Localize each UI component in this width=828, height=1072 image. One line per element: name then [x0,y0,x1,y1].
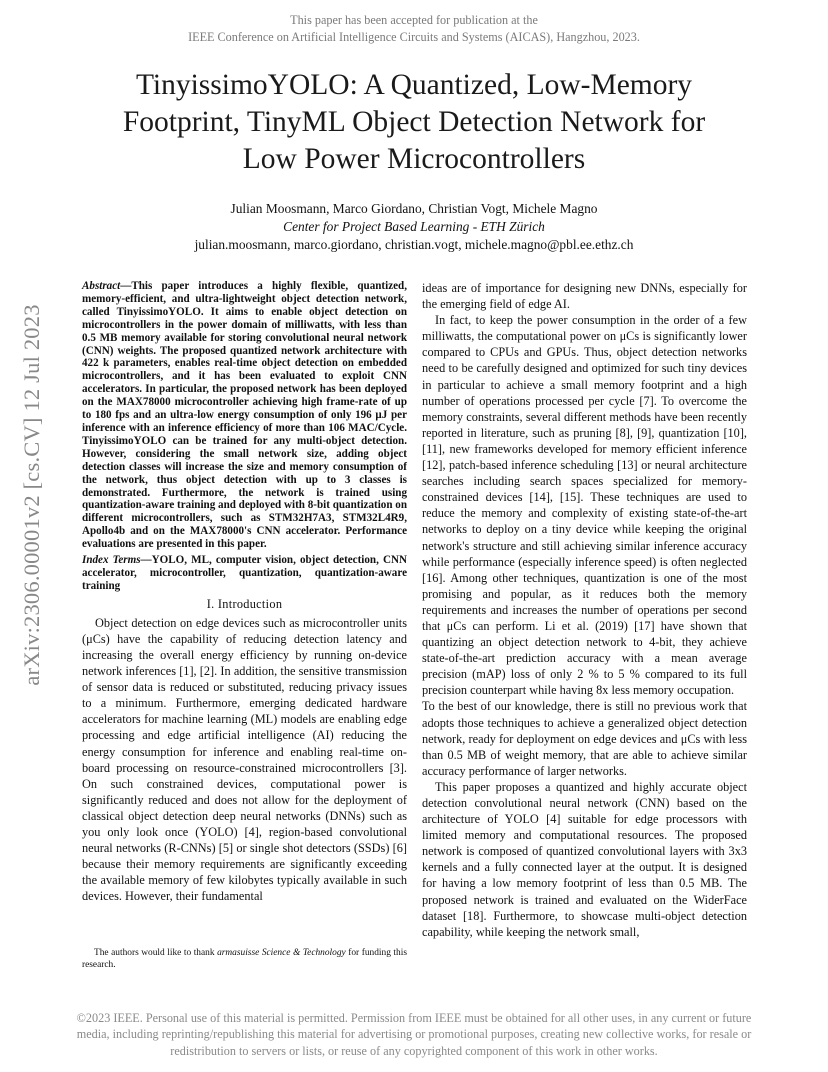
arxiv-id: arXiv:2306.00001v2 [cs.CV] 12 Jul 2023 [19,304,44,686]
paragraph: Object detection on edge devices such as microcontroller units (μCs) have the capability of reducing detection latency and increasing the overall energy efficiency by running on-device network inferences [1], [2]. In addition, the sensitive transmission of sensor data is reduced or substituted, reducing privacy issues to a minimum. Furthermore, emerging dedicated hardware accelerators for machine learning (ML) models are enabling edge processing and edge artificial intelligence (AI) reducing the energy consumption for inference and enabling real-time on-board processing on resource-constrained microcontrollers [3]. On such constrained devices, computational power is significantly reduced and does not allow for the deployment of classical object detection deep neural networks (DNNs) such as you only look once (YOLO) [4], region-based convolutional neural networks (R-CNNs) [5] or single shot detectors (SSDs) [6] because their memory requirements are significantly exceeding the available memory of few kilobytes typically available in such devices. However, their fundamental [82,615,407,904]
copyright-line: media, including reprinting/republishing this material for advertising or promotional purposes, creating new collective works, for resale or [76,1027,752,1042]
left-column [82,280,407,904]
footnote-before: The authors would like to thank [94,948,218,958]
index-terms-label: Index Terms [82,554,141,567]
section-heading: I. Introduction [206,596,283,611]
copyright-notice [20,1010,808,1059]
footnote-sponsor: armasuisse Science & Technology [217,948,346,958]
author-emails: julian.moosmann, marco.giordano, christian.vogt, michele.magno@pbl.ee.ethz.ch [194,237,634,252]
author-names: Julian Moosmann, Marco Giordano, Christian Vogt, Michele Magno [230,201,598,216]
paragraph: To the best of our knowledge, there is still no previous work that adopts those techniques to achieve a generalized object detection network, ready for deployment on edge devices and μCs with less than 0.5 MB of weight memory, that are able to achieve similar accuracy performance of larger networks. [422,699,747,778]
paper-title [40,67,788,178]
abstract [82,280,407,551]
abstract-text: —This paper introduces a highly flexible, quantized, memory-efficient, and ultra-lightweight object detection network, called TinyissimoYOLO. It aims to enable object detection on microcontrollers in the power domain of milliwatts, with less than 0.5 MB memory available for storing convolutional neural network (CNN) weights. The proposed quantized network architecture with 422 k parameters, enables real-time object detection on embedded microcontrollers, and it has been evaluated to exploit CNN accelerators. In particular, the proposed network has been deployed on the MAX78000 microcontroller achieving high frame-rate of up to 180 fps and an ultra-low energy consumption of only 196 μJ per inference with an inference efficiency of more than 106 MAC/Cycle. TinyissimoYOLO can be trained for any multi-object detection. However, considering the small network size, adding object detection classes will increase the size and memory consumption of the network, thus object detection with up to 3 classes is demonstrated. Furthermore, the network is trained using quantization-aware training and deployed with 8-bit quantization on different microcontrollers, such as STM32H7A3, STM32L4R9, Apollo4b and on the MAX78000's CNN accelerator. Performance evaluations are presented in this paper. [82,280,407,551]
author-block [0,200,828,254]
copyright-line: redistribution to servers or lists, or reuse of any copyrighted component of this work in other works. [170,1043,658,1058]
index-terms-text: —YOLO, ML, computer vision, object detection, CNN accelerator, microcontroller, quantization, quantization-aware training [82,554,407,592]
publication-notice-line: This paper has been accepted for publication at the [290,13,538,27]
publication-notice [0,12,828,46]
introduction-left [82,615,407,905]
copyright-line: ©2023 IEEE. Personal use of this material is permitted. Permission from IEEE must be obtained for all other uses, in any current or future [76,1011,752,1025]
footnote [82,947,407,971]
introduction-right [422,280,747,940]
paragraph: ideas are of importance for designing new DNNs, especially for the emerging field of edge AI. [422,281,747,312]
affiliation: Center for Project Based Learning - ETH Zürich [283,219,545,234]
abstract-label: Abstract [82,280,121,292]
publication-notice-line: IEEE Conference on Artificial Intelligence Circuits and Systems (AICAS), Hangzhou, 2023. [188,30,640,44]
paragraph: This paper proposes a quantized and highly accurate object detection convolutional neural network (CNN) based on the architecture of YOLO [4] suitable for edge processors with limited memory and computational resources. The proposed network is composed of quantized convolutional layers with 3x3 kernels and a fully connected layer at the output. It is designed for having a low memory footprint of less than 0.5 MB. The proposed network is trained and evaluated on the WiderFace dataset [18]. Furthermore, to showcase multi-object detection capability, while keeping the network small, [422,779,747,939]
footnote-text [82,947,407,971]
title-line: TinyissimoYOLO: A Quantized, Low-Memory [135,69,693,101]
index-terms [82,554,407,593]
right-column [422,280,747,940]
arxiv-stamp [12,290,52,700]
footnote-after: for funding this research. [82,948,407,970]
title-line: Footprint, TinyML Object Detection Network for [122,106,706,138]
paragraph: In fact, to keep the power consumption in the order of a few milliwatts, the computational power on μCs is significantly lower compared to CPUs and GPUs. Thus, object detection networks need to be carefully designed and optimized for such tiny devices in particular to achieve a small memory footprint and a high number of operations processed per cycle [7]. To overcome the memory constraints, several different methods have been recently reported in literature, such as pruning [8], [9], quantization [10], [11], new frameworks developed for memory efficient inference [12], patch-based inference scheduling [13] or neural architecture searches including search spaces specialized for memory-constrained devices [14], [15]. These techniques are used to reduce the memory and complexity of existing state-of-the-art networks to deploy on a tiny device while keeping the original network's structure and still achieving similar inference accuracy while performance (especially inference speed) is often neglected [16]. Among other techniques, quantization is one of the most promising and popular, as it reduces both the memory requirements and increases the number of operations per second that μCs can perform. Li et al. (2019) [17] have shown that quantizing an object detection network to 4-bit, they achieve state-of-the-art prediction accuracy with a mean average precision (mAP) loss of only 2 % to 5 % compared to its full precision counterpart while having 8x less memory occupation. [422,313,747,698]
title-line: Low Power Microcontrollers [242,143,586,175]
